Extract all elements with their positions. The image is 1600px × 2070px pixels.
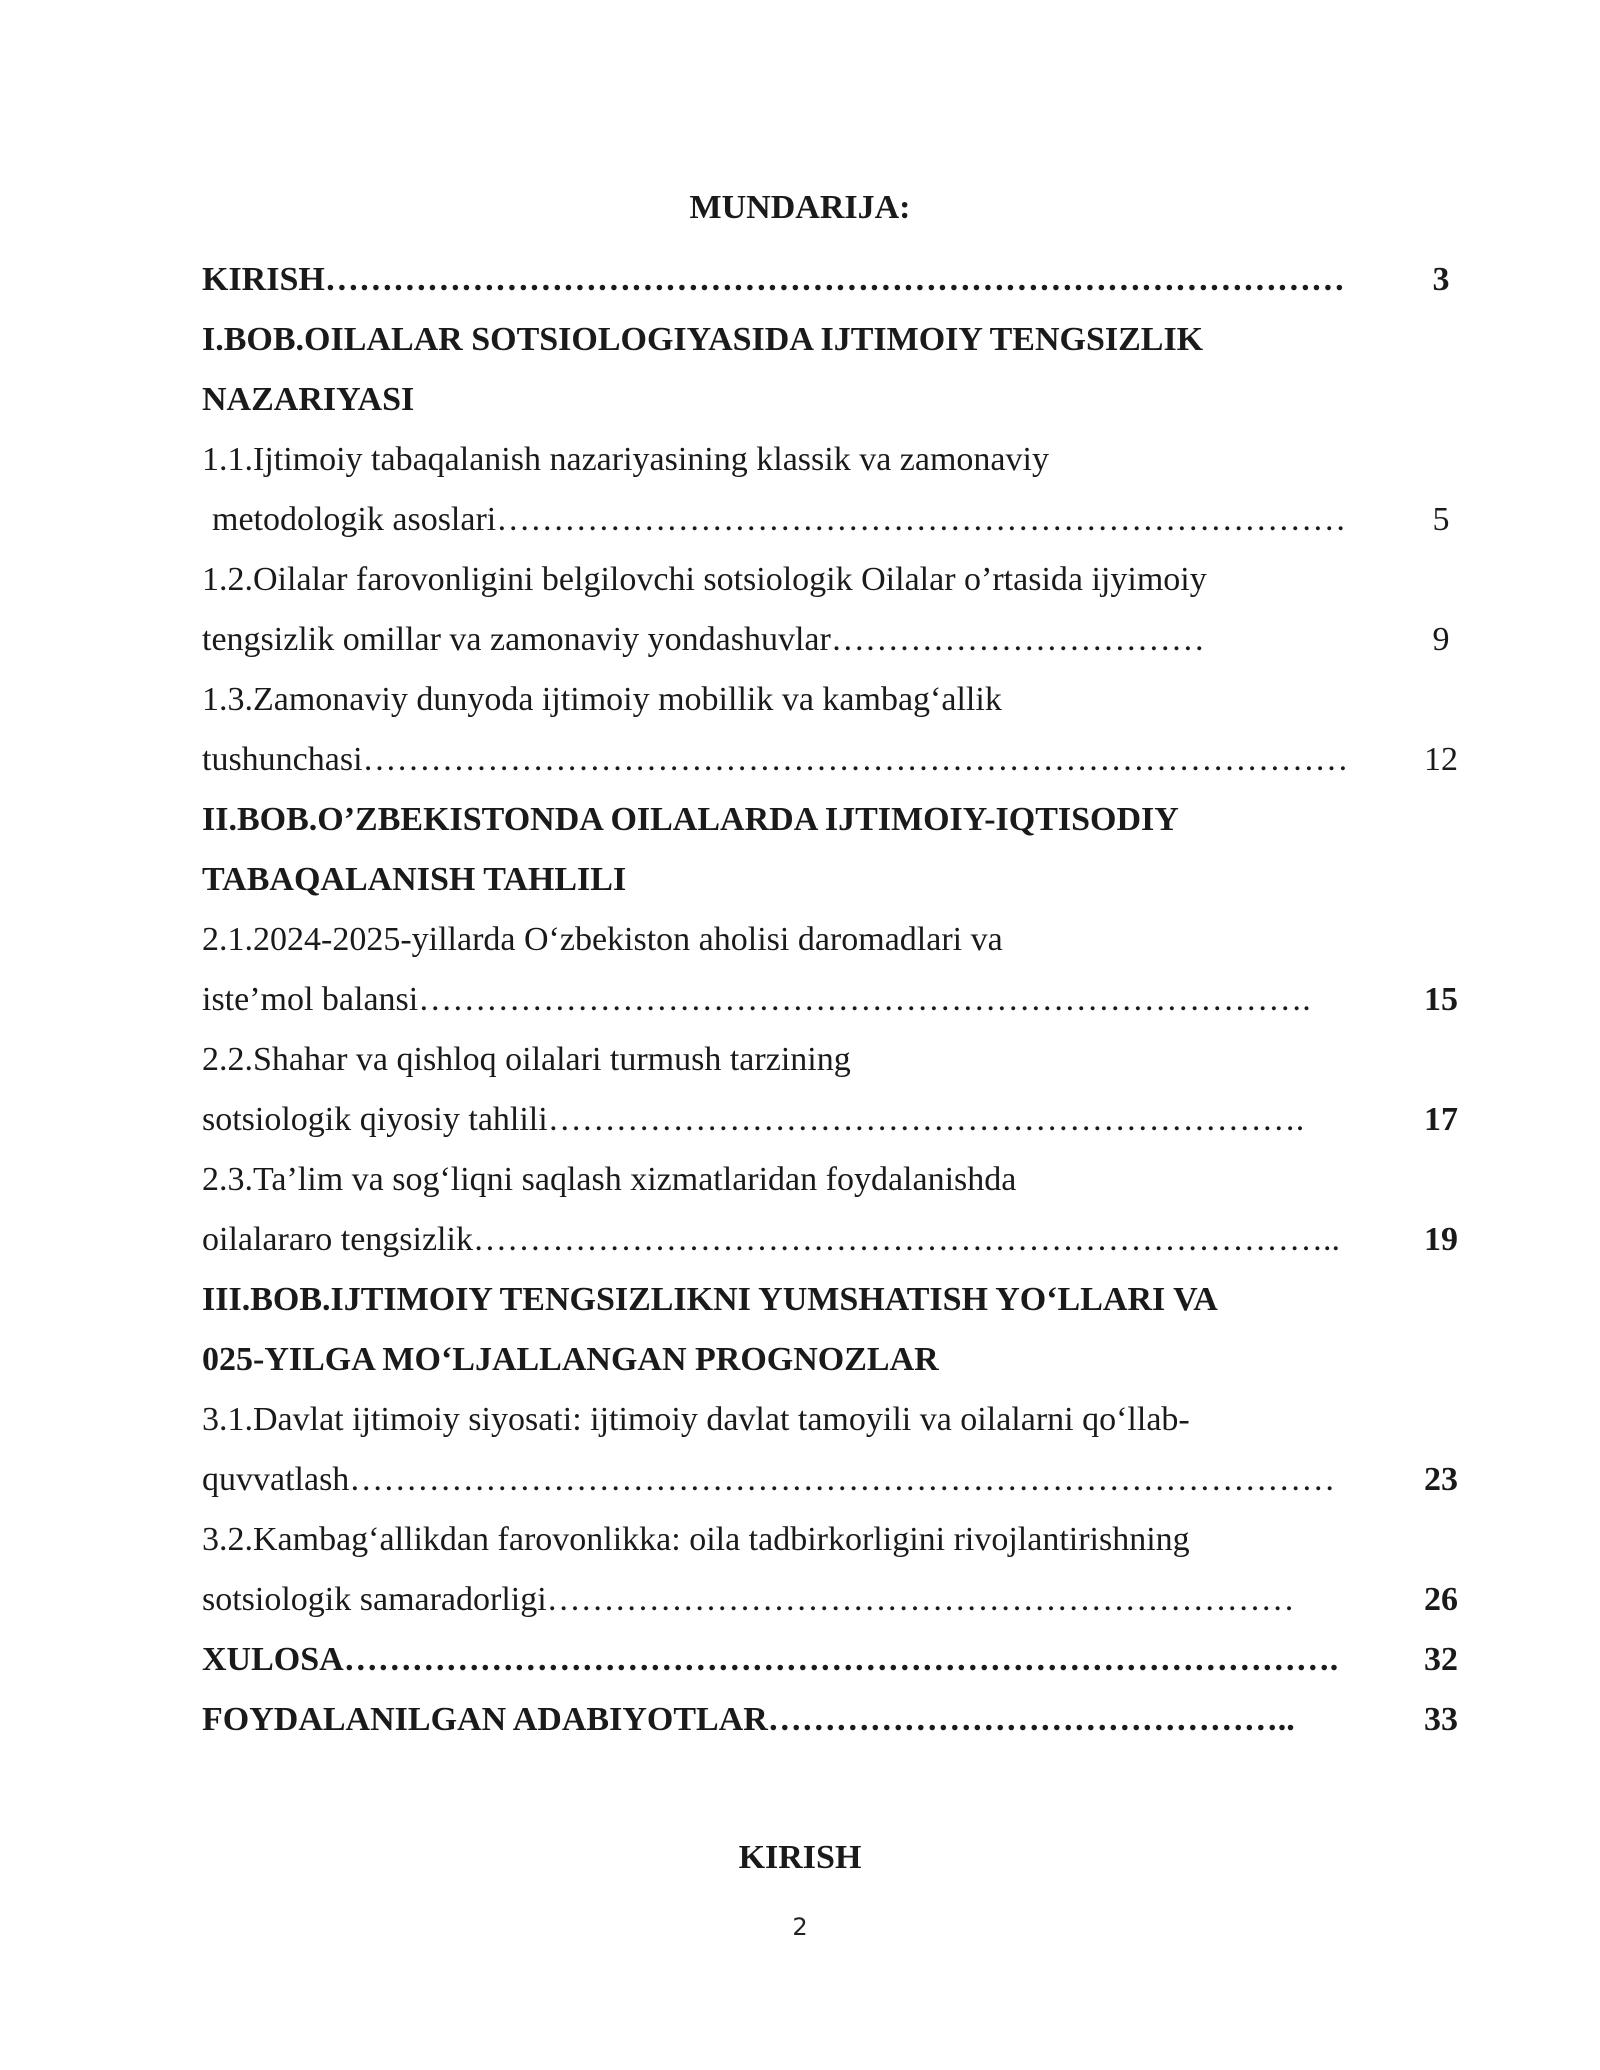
toc-entry-text: tushunchasi…………………………………………………………………………… (202, 741, 1349, 778)
toc-line (202, 1570, 1466, 1630)
toc-line (202, 1450, 1466, 1510)
toc-title: MUNDARIJA: (689, 189, 911, 226)
toc-page-number: 3 (1432, 261, 1450, 298)
toc-line (202, 1210, 1466, 1270)
toc-line (202, 610, 1466, 670)
toc-line (202, 1330, 1466, 1390)
toc-line (202, 1090, 1466, 1150)
toc-line (202, 1030, 1466, 1090)
toc-line (202, 790, 1466, 850)
toc-entry-text: TABAQALANISH TAHLILI (202, 861, 627, 898)
toc-line (202, 1270, 1466, 1330)
toc-line (202, 430, 1466, 490)
toc-entry-text: quvvatlash…………………………………………………………………………… (202, 1461, 1336, 1498)
toc-entry-text: 1.1.Ijtimoiy tabaqalanish nazariyasining klassik va zamonaviy (202, 441, 1049, 478)
toc-entry-text: metodologik asoslari………………………………………………………………… (212, 501, 1347, 538)
toc-entry-text: XULOSA……………………………………………………………………………. (202, 1641, 1339, 1678)
toc-entry-text: III.BOB.IJTIMOIY TENGSIZLIKNI YUMSHATISH YO‘LLARI VA (202, 1281, 1218, 1318)
toc-line (202, 730, 1466, 790)
toc-page-number: 32 (1424, 1641, 1458, 1678)
section-heading-kirish: KIRISH (738, 1839, 862, 1876)
toc-entry-text: 2.1.2024-2025-yillarda O‘zbekiston aholisi daromadlari va (202, 921, 1003, 958)
toc-line (202, 1150, 1466, 1210)
toc-entry-text: sotsiologik samaradorligi………………………………………………………… (202, 1581, 1295, 1618)
toc-line (202, 1690, 1466, 1750)
toc-page-number: 9 (1432, 621, 1450, 658)
toc-entry-text: I.BOB.OILALAR SOTSIOLOGIYASIDA IJTIMOIY TENGSIZLIK (202, 321, 1204, 358)
toc-entry-text: 3.2.Kambag‘allikdan farovonlikka: oila tadbirkorligini rivojlantirishning (202, 1521, 1190, 1558)
toc-line (202, 310, 1466, 370)
toc-line (202, 250, 1466, 310)
toc-line (202, 490, 1466, 550)
toc-entry-text: FOYDALANILGAN ADABIYOTLAR……………………………………….. (202, 1701, 1295, 1738)
toc-entry-text: KIRISH……………………………………………………………………………… (202, 261, 1345, 298)
toc-entry-text: 1.2.Oilalar farovonligini belgilovchi sotsiologik Oilalar o’rtasida ijyimoiy (202, 561, 1207, 598)
toc-entry-text: sotsiologik qiyosiy tahlili…………………………………………………………. (202, 1101, 1305, 1138)
toc-line (202, 550, 1466, 610)
toc-entry-text: 2.3.Ta’lim va sog‘liqni saqlash xizmatlaridan foydalanishda (202, 1161, 1017, 1198)
toc-entry-text: oilalararo tengsizlik………………………………………………………………….. (202, 1221, 1340, 1258)
toc-entry-text: 2.2.Shahar va qishloq oilalari turmush tarzining (202, 1041, 851, 1078)
page-number: 2 (792, 1913, 808, 1941)
toc-line (202, 370, 1466, 430)
toc-page-number: 33 (1424, 1701, 1458, 1738)
table-of-contents (202, 250, 1466, 1750)
toc-entry-text: 1.3.Zamonaviy dunyoda ijtimoiy mobillik va kambag‘allik (202, 681, 1002, 718)
toc-entry-text: 3.1.Davlat ijtimoiy siyosati: ijtimoiy davlat tamoyili va oilalarni qo‘llab- (202, 1401, 1190, 1438)
toc-line (202, 1630, 1466, 1690)
toc-entry-text: II.BOB.O’ZBEKISTONDA OILALARDA IJTIMOIY-IQTISODIY (202, 801, 1179, 838)
toc-line (202, 670, 1466, 730)
toc-line (202, 970, 1466, 1030)
toc-page-number: 26 (1424, 1581, 1458, 1618)
toc-entry-text: NAZARIYASI (202, 381, 415, 418)
toc-page-number: 15 (1424, 981, 1458, 1018)
toc-page-number: 17 (1424, 1101, 1458, 1138)
toc-page-number: 5 (1432, 501, 1450, 538)
toc-entry-text: 025-YILGA MO‘LJALLANGAN PROGNOZLAR (202, 1341, 939, 1378)
toc-page-number: 23 (1424, 1461, 1458, 1498)
toc-line (202, 910, 1466, 970)
toc-line (202, 850, 1466, 910)
toc-entry-text: iste’mol balansi……………………………………………………………………. (202, 981, 1311, 1018)
toc-line (202, 1390, 1466, 1450)
toc-page-number: 19 (1424, 1221, 1458, 1258)
toc-entry-text: tengsizlik omillar va zamonaviy yondashuvlar…………………………… (202, 621, 1205, 658)
toc-line (202, 1510, 1466, 1570)
toc-page-number: 12 (1424, 741, 1458, 778)
